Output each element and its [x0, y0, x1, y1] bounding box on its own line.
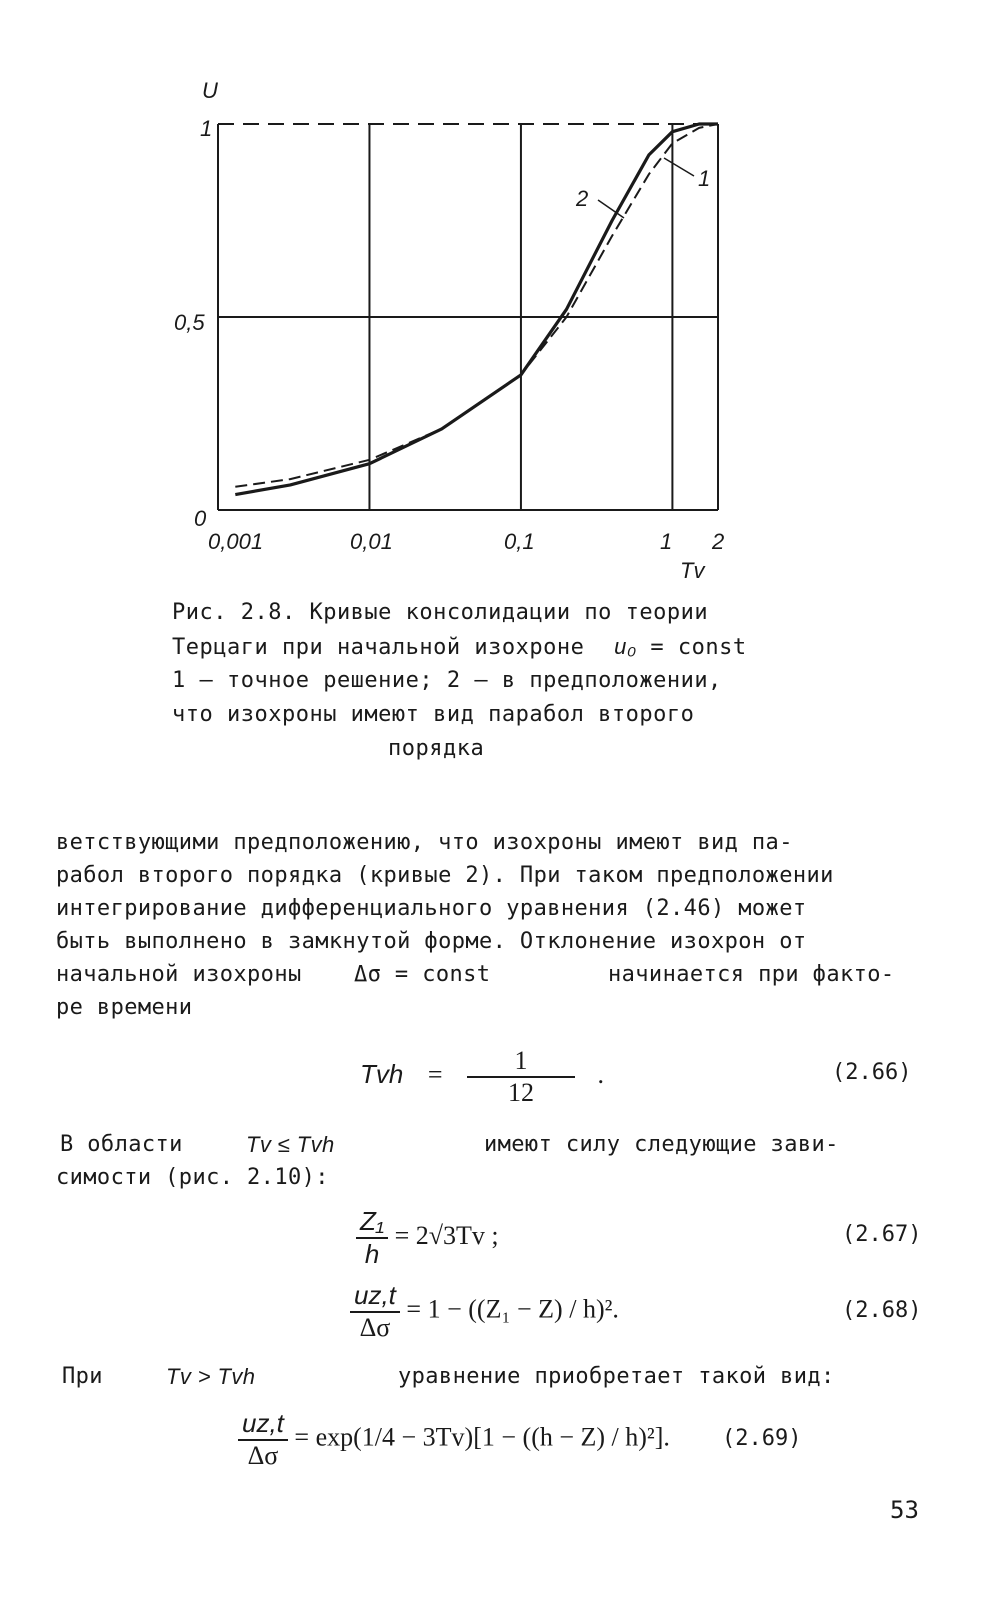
equation-numerator: 1 [467, 1046, 575, 1078]
equation-2-67 [356, 1206, 499, 1270]
equation-number: (2.67) [842, 1222, 922, 1247]
caption-text: Терцаги при начальной изохроне [172, 635, 585, 660]
equation-lhs: Tvh [360, 1058, 404, 1089]
equation-2-68 [350, 1280, 619, 1343]
paragraph-text: имеют силу следующие зави- [484, 1132, 839, 1157]
equation-fraction [467, 1046, 575, 1108]
curve-label-2: 2 [576, 186, 589, 211]
paragraph-line [56, 958, 926, 991]
equation-equals: = [427, 1059, 443, 1089]
tv-condition: Tv ≤ Tvh [246, 1132, 335, 1157]
equation-number: (2.68) [842, 1298, 922, 1323]
x-tick-label: 0,001 [208, 529, 264, 554]
caption-text: = const [650, 635, 747, 660]
equation-numerator: uz,t [350, 1280, 400, 1313]
paragraph-line: рабол второго порядка (кривые 2). При таком предположении [56, 863, 834, 888]
tv-condition: Tv > Tvh [166, 1364, 256, 1389]
y-tick-label: 0,5 [174, 310, 205, 335]
caption-symbol: u₀ [614, 634, 637, 659]
page-number: 53 [890, 1496, 919, 1524]
equation-rhs: = 1 − ((Z₁ − Z) / h)². [406, 1294, 619, 1324]
figure-caption-line2 [172, 630, 747, 665]
equation-fraction [350, 1280, 400, 1343]
x-tick-label: 1 [660, 529, 673, 554]
equation-numerator: uz,t [238, 1408, 288, 1441]
figure-caption-line4: что изохроны имеют вид парабол второго [172, 702, 695, 727]
consolidation-chart [0, 0, 993, 600]
paragraph-line: симости (рис. 2.10): [56, 1165, 329, 1190]
paragraph-line: быть выполнено в замкнутой форме. Отклонение изохрон от [56, 929, 807, 954]
delta-sigma-symbol: Δσ = const [354, 962, 491, 987]
paragraph-line [62, 1360, 932, 1393]
figure-caption-line3: 1 – точное решение; 2 – в предположении, [172, 668, 722, 693]
paragraph-line: интегрирование дифференциального уравнения (2.46) может [56, 896, 807, 921]
x-tick-label: 0,01 [350, 529, 393, 554]
paragraph-line: ветствующими предположению, что изохроны имеют вид па- [56, 830, 793, 855]
y-axis-label: U [202, 78, 218, 103]
x-tick-label: 2 [712, 529, 725, 554]
curve-label-1: 1 [698, 166, 711, 191]
y-tick-label: 1 [200, 116, 213, 141]
equation-numerator: Z₁ [356, 1206, 388, 1239]
paragraph-line: ре времени [56, 995, 193, 1020]
equation-denominator: 12 [508, 1078, 535, 1107]
equation-denominator: Δσ [359, 1313, 391, 1342]
equation-denominator: Δσ [247, 1441, 279, 1470]
figure-caption-line1: Рис. 2.8. Кривые консолидации по теории [172, 600, 709, 625]
x-tick-label: 0,1 [504, 529, 535, 554]
equation-rhs: = 2√3Tv ; [394, 1220, 499, 1250]
equation-number: (2.69) [722, 1426, 802, 1451]
equation-fraction [356, 1206, 388, 1270]
x-axis-label: Tv [680, 558, 705, 583]
chart-grid [218, 124, 718, 510]
equation-2-69 [238, 1408, 670, 1471]
y-tick-label: 0 [194, 506, 207, 531]
paragraph-text: В области [60, 1132, 183, 1157]
paragraph-text: уравнение приобретает такой вид: [398, 1364, 835, 1389]
equation-rhs: = exp(1/4 − 3Tv)[1 − ((h − Z) / h)²]. [294, 1422, 670, 1452]
equation-number: (2.66) [832, 1060, 912, 1085]
equation-2-66 [360, 1046, 604, 1108]
paragraph-text: начальной изохроны [56, 962, 302, 987]
paragraph-line [60, 1128, 930, 1161]
equation-dot: . [597, 1059, 605, 1089]
paragraph-text: начинается при факто- [608, 962, 895, 987]
equation-fraction [238, 1408, 288, 1471]
chart-curves [235, 124, 718, 495]
paragraph-text: При [62, 1364, 103, 1389]
curve-1-leader [664, 158, 694, 176]
figure-caption-line5: порядка [388, 736, 485, 761]
curve-1 [235, 124, 718, 487]
equation-denominator: h [364, 1239, 380, 1269]
